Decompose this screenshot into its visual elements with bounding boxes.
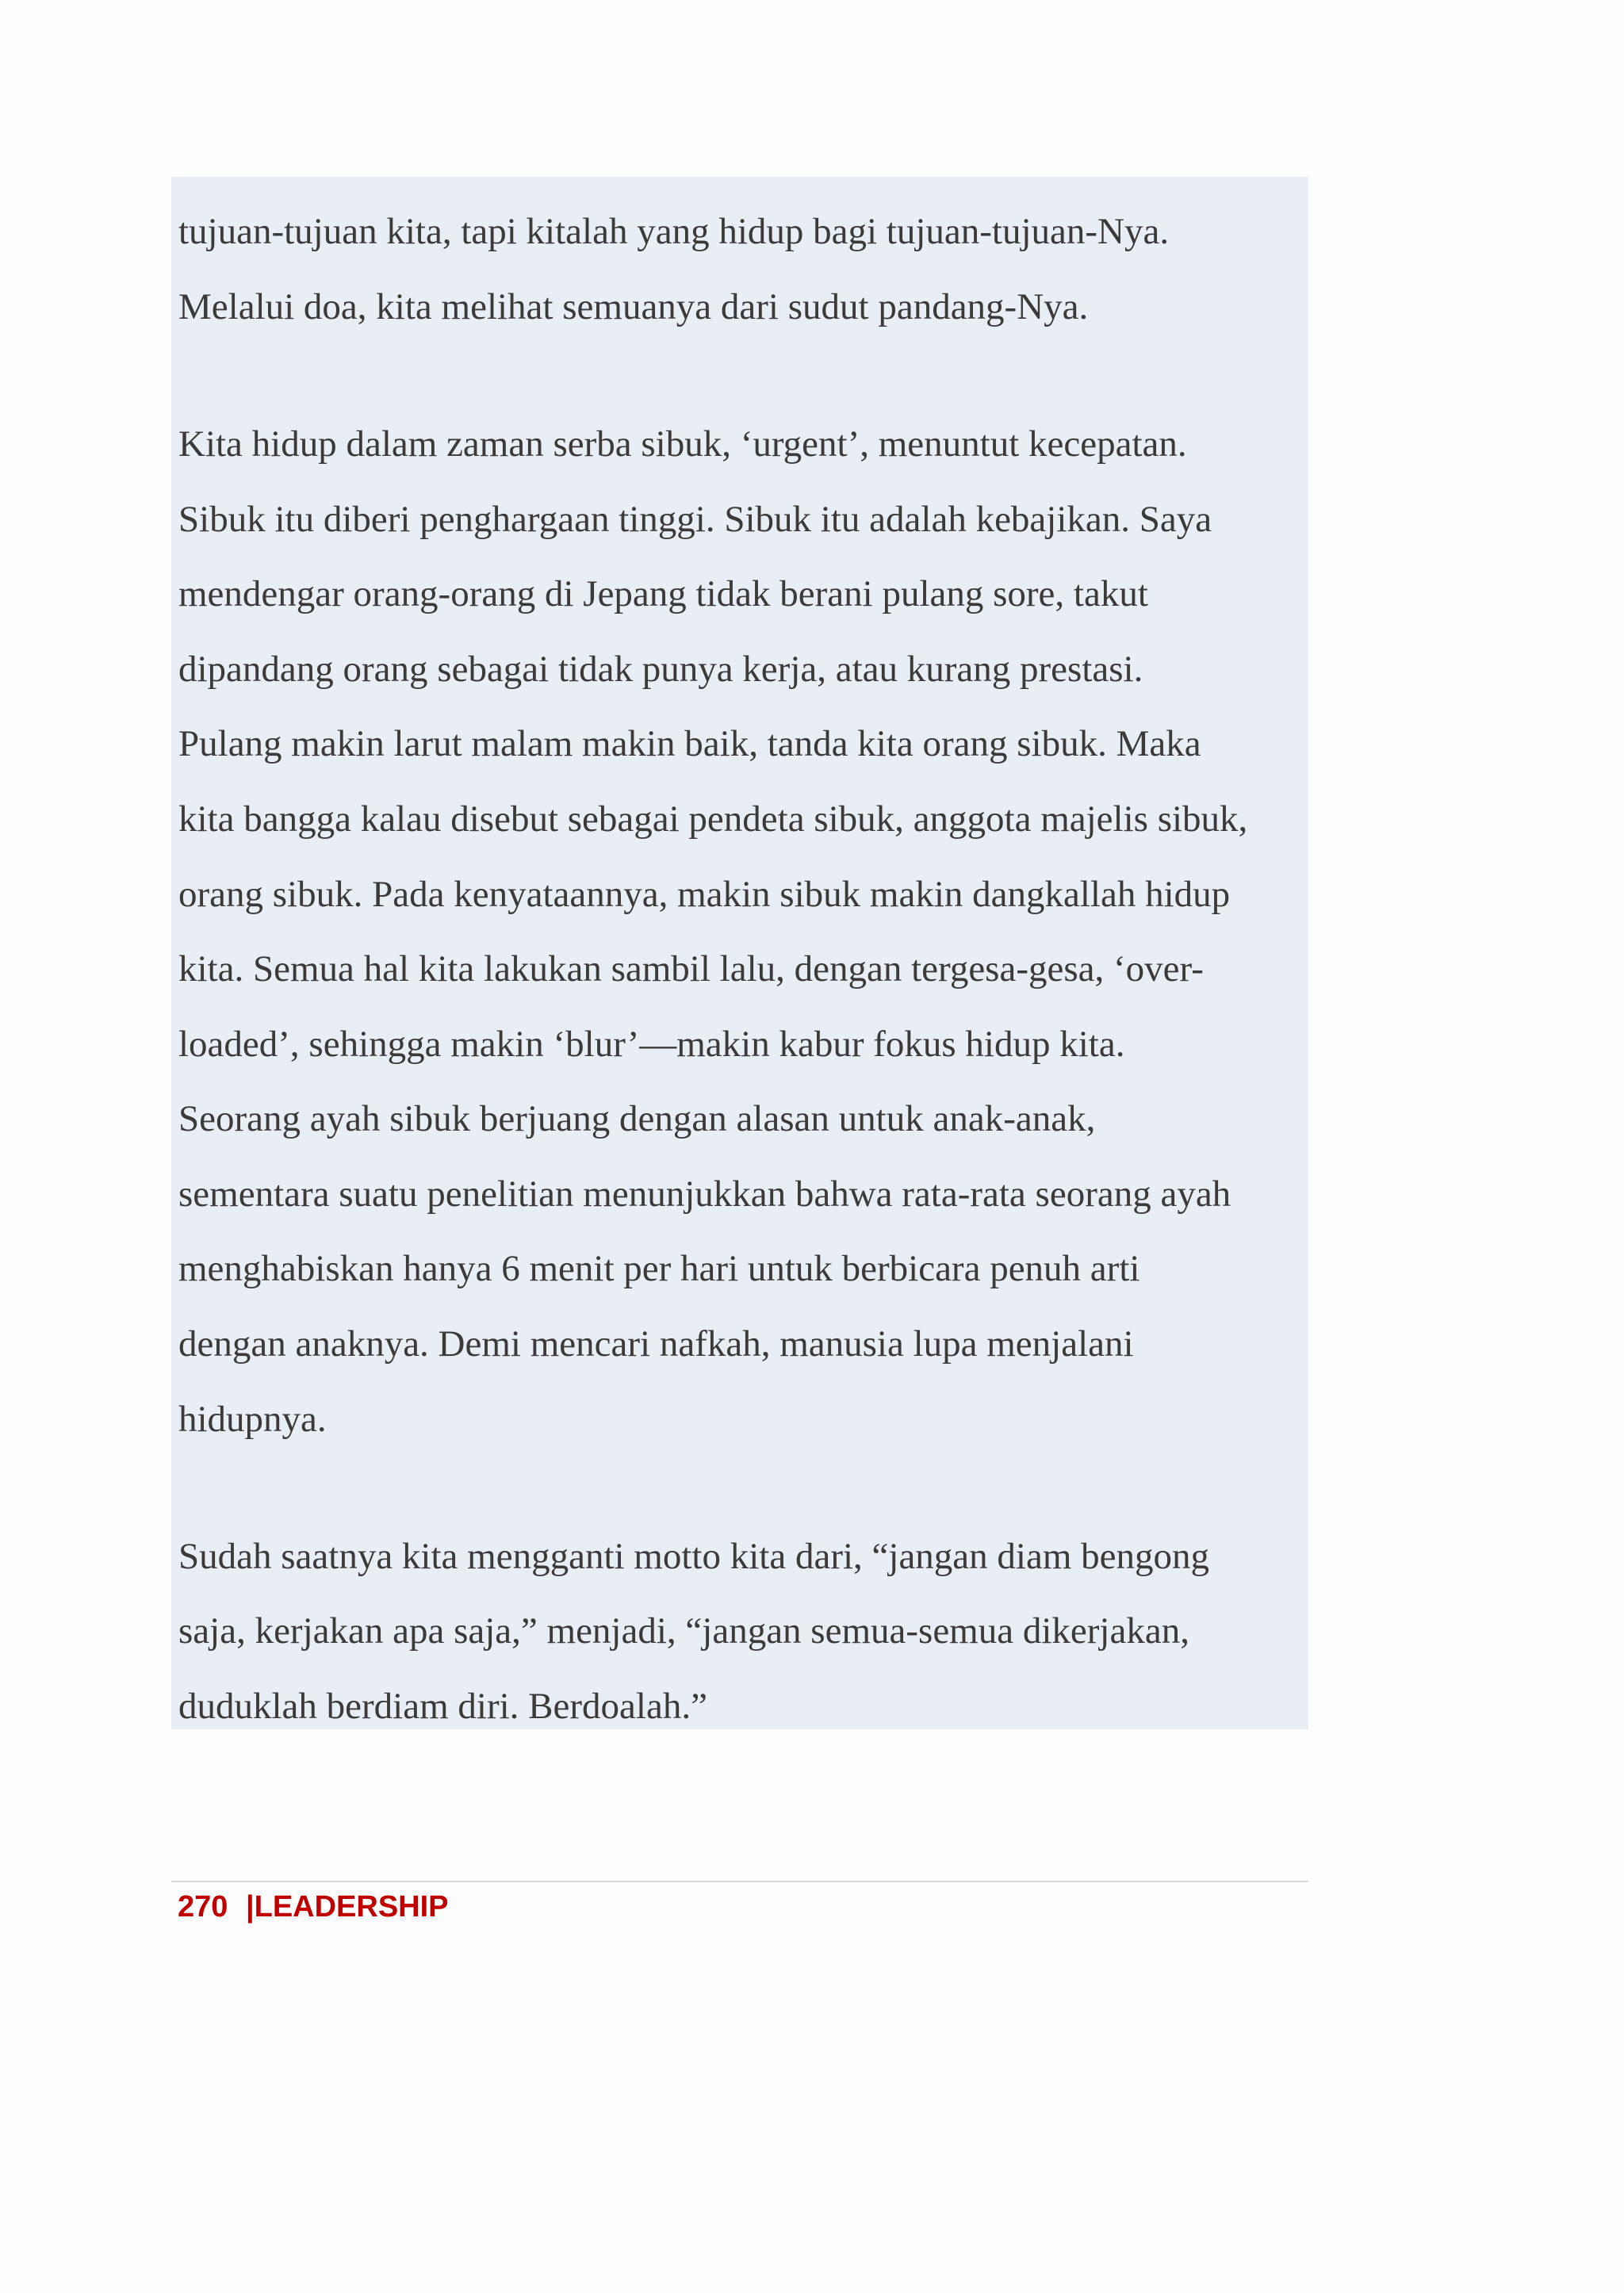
text-line: hidupnya. bbox=[178, 1399, 327, 1440]
text-line: sementara suatu penelitian menunjukkan bahwa rata-rata seorang ayah bbox=[178, 1173, 1231, 1215]
text-line: Kita hidup dalam zaman serba sibuk, ‘urgent’, menuntut kecepatan. bbox=[178, 423, 1187, 465]
text-line: kita bangga kalau disebut sebagai pendeta sibuk, anggota majelis sibuk, bbox=[178, 798, 1248, 840]
text-line: dipandang orang sebagai tidak punya kerja, atau kurang prestasi. bbox=[178, 649, 1143, 690]
text-line: loaded’, sehingga makin ‘blur’—makin kabur fokus hidup kita. bbox=[178, 1024, 1125, 1065]
footer-divider bbox=[171, 1881, 1308, 1882]
text-line: Melalui doa, kita melihat semuanya dari sudut pandang-Nya. bbox=[178, 286, 1089, 327]
text-line: Sudah saatnya kita mengganti motto kita dari, “jangan diam bengong bbox=[178, 1536, 1210, 1577]
section-title: LEADERSHIP bbox=[254, 1890, 449, 1924]
text-line: Sibuk itu diberi penghargaan tinggi. Sibuk itu adalah kebajikan. Saya bbox=[178, 499, 1212, 540]
text-line: mendengar orang-orang di Jepang tidak berani pulang sore, takut bbox=[178, 573, 1148, 614]
text-line: tujuan-tujuan kita, tapi kitalah yang hidup bagi tujuan-tujuan-Nya. bbox=[178, 211, 1170, 252]
text-line: saja, kerjakan apa saja,” menjadi, “jangan semua-semua dikerjakan, bbox=[178, 1610, 1189, 1652]
page-footer bbox=[178, 1887, 449, 1927]
text-line: Seorang ayah sibuk berjuang dengan alasan untuk anak-anak, bbox=[178, 1098, 1096, 1139]
text-line: duduklah berdiam diri. Berdoalah.” bbox=[178, 1686, 707, 1727]
text-line: menghabiskan hanya 6 menit per hari untuk berbicara penuh arti bbox=[178, 1248, 1140, 1289]
text-line: Pulang makin larut malam makin baik, tanda kita orang sibuk. Maka bbox=[178, 723, 1201, 764]
footer-separator: | bbox=[245, 1890, 255, 1924]
text-line: orang sibuk. Pada kenyataannya, makin sibuk makin dangkallah hidup bbox=[178, 874, 1231, 915]
text-line: kita. Semua hal kita lakukan sambil lalu, dengan tergesa-gesa, ‘over- bbox=[178, 948, 1204, 990]
text-line: dengan anaknya. Demi mencari nafkah, manusia lupa menjalani bbox=[178, 1323, 1134, 1365]
page-number: 270 bbox=[178, 1890, 228, 1924]
